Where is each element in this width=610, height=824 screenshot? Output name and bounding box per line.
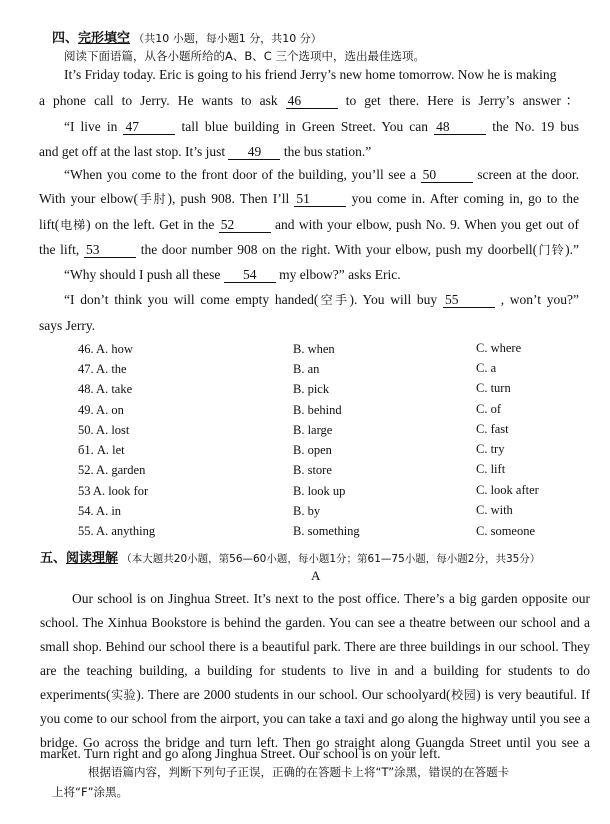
section-number: 四、: [52, 31, 79, 46]
option-b: B. open: [293, 443, 332, 457]
section-5-heading: [40, 547, 540, 566]
option-a: 48. A. take: [78, 382, 133, 396]
option-c: C. turn: [476, 381, 511, 395]
option-a: 53 A. look for: [78, 484, 149, 498]
passage-line: are the teaching building, a building for students to live in and a building for students to do: [40, 663, 590, 678]
cloze-line: “I live in 47 tall blue building in Green Street. You can 48 the No. 19 bus: [64, 119, 580, 134]
option-b: B. store: [293, 463, 332, 477]
blank-49: 49: [228, 144, 280, 160]
blank-47: 47: [123, 119, 175, 135]
option-a: 52. A. garden: [78, 463, 146, 477]
passage-line: school. The Xinhua Bookstore is behind the garden. You can see a theatre between our school and a: [40, 615, 590, 630]
cloze-line: a phone call to Jerry. He wants to ask 46 to get there. Here is Jerry’s answer：: [39, 93, 580, 108]
option-b: B. something: [293, 524, 360, 538]
option-c: C. with: [476, 503, 513, 517]
section-note: （共10 小题，每小题1 分，共10 分）: [133, 32, 322, 45]
option-b: B. look up: [293, 484, 346, 498]
option-b: B. when: [293, 342, 335, 356]
blank-53: 53: [84, 242, 136, 258]
blank-46: 46: [286, 93, 338, 109]
section-4-heading: [52, 27, 322, 46]
option-c: C. where: [476, 341, 522, 355]
option-c: C. of: [476, 402, 501, 416]
option-b: B. behind: [293, 403, 342, 417]
option-c: C. lift: [476, 462, 506, 476]
passage-line: bridge. Go across the bridge and turn left. Then go straight along Guangda Street until you see a: [40, 735, 590, 750]
passage-line: experiments(实验). There are 2000 students in our school. Our schoolyard(校园) is very beautiful. If: [40, 687, 590, 702]
option-c: C. a: [476, 361, 497, 375]
passage-line: you come to our school from the airport, you can take a taxi and go along the highway until you see a: [40, 711, 590, 726]
passage-line: small shop. Behind our school there is a beautiful park. There are three buildings in our school. They: [40, 639, 590, 654]
answer-instruction: 根据语篇内容，判断下列句子正误，正确的在答题卡上将“T”涂黑，错误的在答题卡: [88, 765, 510, 779]
section-instruction: 阅读下面语篇，从各小题所给的A、B、C 三个选项中，选出最佳选项。: [64, 49, 425, 63]
option-c: C. fast: [476, 422, 509, 436]
option-b: B. large: [293, 423, 333, 437]
option-a: б1. A. let: [78, 443, 125, 457]
blank-54: 54: [224, 267, 276, 283]
answer-instruction: 上将“F”涂黑。: [52, 785, 129, 799]
cloze-line: With your elbow(手肘), push 908. Then I’ll 51 you come in. After coming in, go to the: [39, 191, 579, 206]
cloze-line: lift(电梯) on the left. Get in the 52 and with your elbow, push No. 9. When you get out of: [39, 217, 579, 232]
option-b: B. an: [293, 362, 320, 376]
section-number: 五、: [40, 551, 67, 566]
blank-50: 50: [421, 167, 473, 183]
passage-line: Our school is on Jinghua Street. It’s next to the post office. There’s a big garden opposite our: [72, 591, 590, 606]
option-b: B. pick: [293, 382, 330, 396]
section-title: 阅读理解: [66, 551, 119, 566]
section-note: （本大题共20小题，第56—60小题，每小题1分；第61—75小题，每小题2分，共35分）: [121, 553, 541, 565]
option-a: 47. A. the: [78, 362, 127, 376]
cloze-line: the lift, 53 the door number 908 on the right. With your elbow, push my doorbell(门铃).”: [39, 242, 579, 257]
blank-55: 55: [443, 292, 495, 308]
option-c: C. someone: [476, 524, 536, 538]
option-a: 49. A. on: [78, 403, 124, 417]
passage-line: market. Turn right and go along Jinghua Street. Our school is on your left.: [40, 746, 441, 761]
cloze-line: It’s Friday today. Eric is going to his friend Jerry’s new home tomorrow. Now he is making: [64, 67, 557, 82]
option-c: C. try: [476, 442, 505, 456]
option-b: B. by: [293, 504, 321, 518]
option-a: 46. A. how: [78, 342, 133, 356]
blank-51: 51: [294, 191, 346, 207]
option-a: 50. A. lost: [78, 423, 130, 437]
blank-52: 52: [219, 217, 271, 233]
passage-label: A: [311, 568, 321, 583]
cloze-line: “Why should I push all these 54 my elbow?” asks Eric.: [64, 267, 401, 282]
cloze-line: “When you come to the front door of the building, you’ll see a 50 screen at the door.: [64, 167, 580, 182]
blank-48: 48: [434, 119, 486, 135]
cloze-line: says Jerry.: [39, 318, 96, 333]
option-c: C. look after: [476, 483, 539, 497]
cloze-line: and get off at the last stop. It’s just 49 the bus station.”: [39, 144, 372, 159]
cloze-line: “I don’t think you will come empty handed(空手). You will buy 55 , won’t you?”: [64, 292, 580, 307]
option-a: 55. A. anything: [78, 524, 156, 538]
section-title: 完形填空: [78, 31, 131, 46]
option-a: 54. A. in: [78, 504, 122, 518]
